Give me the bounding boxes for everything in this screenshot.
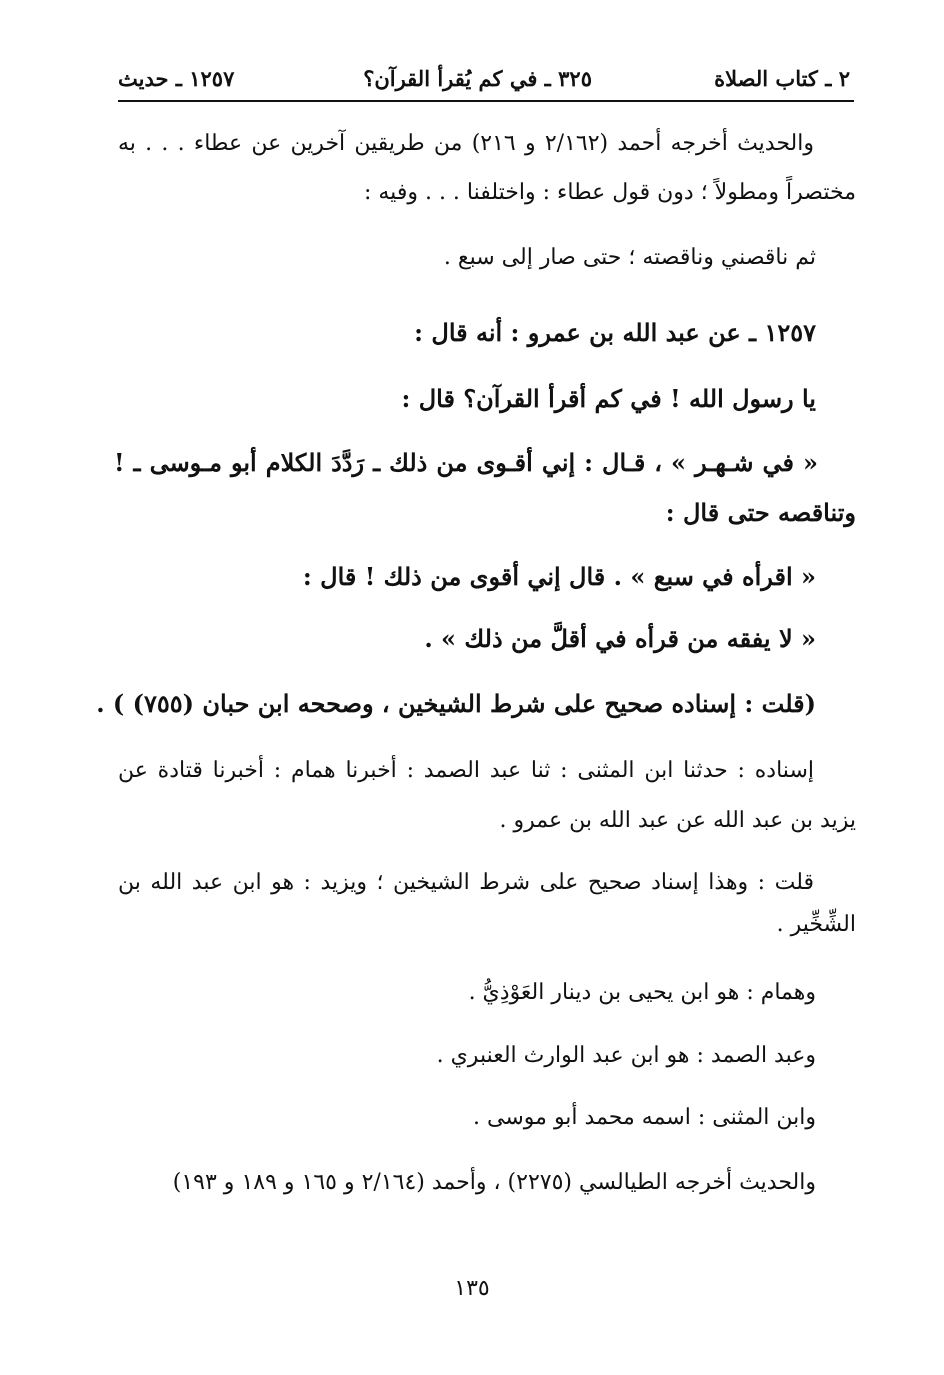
text-line: وهمام : هو ابن يحيى بن دينار العَوْذِيُّ . [468,980,816,1005]
page-number: ١٣٥ [454,1276,490,1301]
text-line: والحديث أخرجه أحمد (٢/١٦٢ و ٢١٦) من طريقين آخرين عن عطاء . . . به [118,131,814,156]
hadith-text: وتناقصه حتى قال : [665,498,856,527]
text-line: الشِّخِّير . [776,912,856,937]
text-line: والحديث أخرجه الطيالسي (٢٢٧٥) ، وأحمد (٢/١٦٤ و ١٦٥ و ١٨٩ و ١٩٣) [172,1170,816,1195]
hadith-text: « لا يفقه من قرأه في أقلَّ من ذلك » . [424,624,816,653]
grading-note: (قلت : إسناده صحيح على شرط الشيخين ، وصححه ابن حبان (٧٥٥) ) . [96,689,816,718]
running-header [118,66,850,100]
header-chapter: ٢ ـ كتاب الصلاة [714,66,850,91]
header-section: ٣٢٥ ـ في كم يُقرأ القرآن؟ [363,66,592,91]
text-line: وعبد الصمد : هو ابن عبد الوارث العنبري . [436,1043,816,1068]
text-line: إسناده : حدثنا ابن المثنى : ثنا عبد الصمد : أخبرنا همام : أخبرنا قتادة عن [118,758,814,783]
header-rule [118,100,854,102]
text-line: قلت : وهذا إسناد صحيح على شرط الشيخين ؛ ويزيد : هو ابن عبد الله بن [118,870,814,895]
text-line: مختصراً ومطولاً ؛ دون قول عطاء : واختلفنا . . . وفيه : [363,180,856,205]
hadith-text: يا رسول الله ! في كم أقرأ القرآن؟ قال : [401,384,816,413]
text-line: ثم ناقصني وناقصته ؛ حتى صار إلى سبع . [443,245,816,270]
text-line: يزيد بن عبد الله عن عبد الله بن عمرو . [499,808,856,833]
hadith-heading: ١٢٥٧ ـ عن عبد الله بن عمرو : أنه قال : [414,318,816,347]
hadith-text: « اقرأه في سبع » . قال إني أقوى من ذلك ! قال : [302,562,816,591]
header-hadith-number: ١٢٥٧ ـ حديث [118,66,235,91]
text-line: وابن المثنى : اسمه محمد أبو موسى . [473,1105,816,1130]
hadith-text: « في شـهـر » ، قـال : إني أقـوى من ذلك ـ رَدَّدَ الكلام أبو مـوسى ـ ! [114,448,818,477]
